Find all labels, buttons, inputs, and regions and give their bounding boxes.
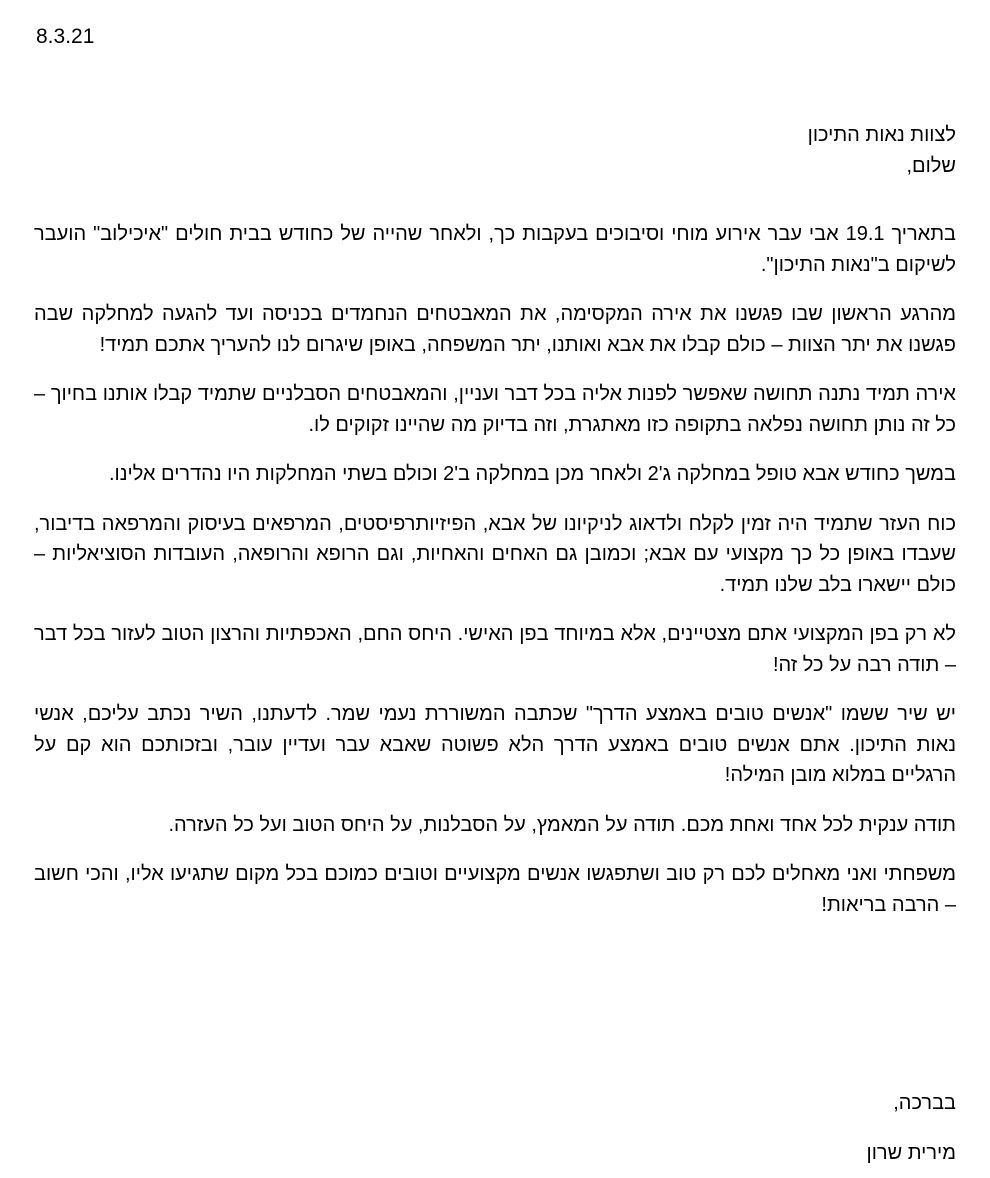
greeting-recipient: לצוות נאות התיכון bbox=[807, 124, 956, 146]
greeting bbox=[34, 120, 956, 181]
signature-name: מירית שרון bbox=[866, 1142, 956, 1164]
greeting-salutation: שלום, bbox=[906, 154, 956, 177]
paragraph-1: בתאריך 19.1 אבי עבר אירוע מוחי וסיבוכים בעקבות כך, ולאחר שהייה של כחודש בבית חולים "איכילוב" הועבר לשיקום ב"נאות התיכון". bbox=[34, 223, 956, 276]
paragraph-2: מהרגע הראשון שבו פגשנו את אירה המקסימה, את המאבטחים הנחמדים בכניסה ועד להגעה למחלקה שבה פגשנו את יתר הצוות – כולם קבלו את אבא ואותנו, יתר המשפחה, באופן שיגרום לנו להעריך אתכם תמיד! bbox=[34, 303, 956, 356]
paragraph-5: כוח העזר שתמיד היה זמין לקלח ולדאוג לניקיונו של אבא, הפיזיותרפיסטים, המרפאים בעיסוק והמרפאה בדיבור, שעבדו באופן כל כך מקצועי עם אבא; וכמובן גם האחים והאחיות, וגם הרופא והרופאה, העובדות הסוציאליות – כולם יישארו בלב שלנו תמיד. bbox=[34, 512, 956, 596]
paragraph-7: יש שיר ששמו "אנשים טובים באמצע הדרך" שכתבה המשוררת נעמי שמר. לדעתנו, השיר נכתב עליכם, אנשי נאות התיכון. אתם אנשים טובים באמצע הדרך הלא פשוטה שאבא עבר ועדיין עובר, ובזכותכם הוא קם על הרגליים במלוא מובן המילה! bbox=[34, 703, 956, 786]
closing-salutation: בברכה, bbox=[893, 1092, 956, 1114]
letter-body bbox=[34, 120, 956, 939]
paragraph-9: משפחתי ואני מאחלים לכם רק טוב ושתפגשו אנשים מקצועיים וטובים כמוכם בכל מקום שתגיעו אליו, והכי חשוב – הרבה בריאות! bbox=[34, 863, 956, 916]
paragraph-6: לא רק בפן המקצועי אתם מצטיינים, אלא במיוחד בפן האישי. היחס החם, האכפתיות והרצון הטוב לעזור בכל דבר – תודה רבה על כל זה! bbox=[34, 623, 956, 676]
paragraph-4: במשך כחודש אבא טופל במחלקה ג'2 ולאחר מכן במחלקה ב'2 וכולם בשתי המחלקות היו נהדרים אלינו. bbox=[109, 463, 956, 485]
paragraph-3: אירה תמיד נתנה תחושה שאפשר לפנות אליה בכל דבר ועניין, והמאבטחים הסבלניים שתמיד קבלו אותנו בחיוך – כל זה נותן תחושה נפלאה בתקופה כזו מאתגרת, וזה בדיוק מה שהיינו זקוקים לו. bbox=[34, 383, 956, 436]
letter-date: 8.3.21 bbox=[36, 25, 95, 48]
closing bbox=[34, 1078, 956, 1178]
paragraph-8: תודה ענקית לכל אחד ואחת מכם. תודה על המאמץ, על הסבלנות, על היחס הטוב ועל כל העזרה. bbox=[168, 813, 956, 836]
spacer bbox=[34, 181, 956, 219]
